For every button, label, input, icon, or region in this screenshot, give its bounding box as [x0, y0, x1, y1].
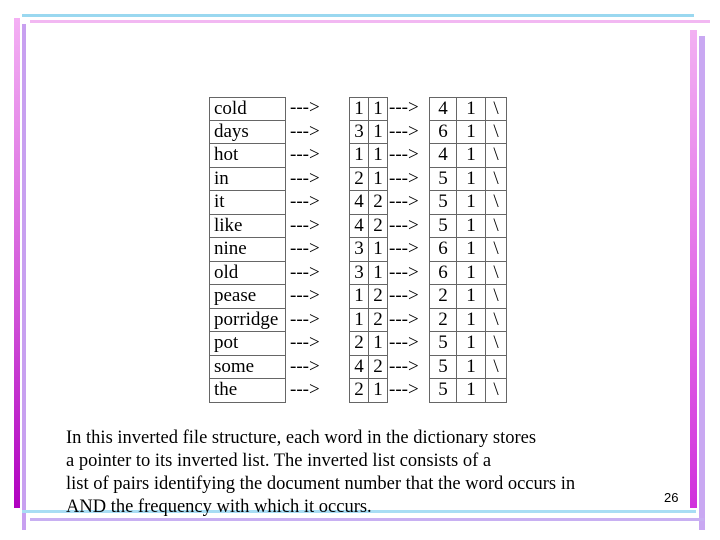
second-doc-number: 5: [429, 356, 457, 380]
table-row: [209, 97, 509, 121]
list-terminator: \: [485, 238, 507, 262]
first-frequency: 1: [368, 238, 388, 262]
list-arrow: --->: [389, 308, 419, 330]
first-frequency: 1: [368, 97, 388, 121]
second-frequency: 1: [456, 215, 486, 239]
list-arrow: --->: [389, 214, 419, 236]
second-doc-number: 6: [429, 262, 457, 286]
second-frequency: 1: [456, 144, 486, 168]
pointer-arrow: --->: [290, 97, 320, 118]
first-frequency: 1: [368, 144, 388, 168]
table-row: [209, 332, 509, 356]
table-row: [209, 121, 509, 145]
first-doc-number: 3: [349, 262, 369, 286]
dictionary-word: days: [209, 121, 286, 145]
second-doc-number: 6: [429, 238, 457, 262]
dictionary-word: pot: [209, 332, 286, 356]
first-doc-number: 3: [349, 121, 369, 145]
top-rule: [22, 14, 694, 17]
pointer-arrow: --->: [290, 191, 320, 212]
table-row: [209, 238, 509, 262]
second-frequency: 1: [456, 168, 486, 192]
dictionary-word: cold: [209, 97, 286, 121]
pointer-arrow: --->: [290, 379, 320, 400]
list-terminator: \: [485, 379, 507, 403]
first-doc-number: 2: [349, 168, 369, 192]
pointer-arrow: --->: [290, 261, 320, 283]
top-rule-secondary: [30, 20, 710, 23]
second-frequency: 1: [456, 356, 486, 380]
list-terminator: \: [485, 144, 507, 168]
pointer-arrow: --->: [290, 120, 320, 142]
pointer-arrow: --->: [290, 332, 320, 353]
second-frequency: 1: [456, 309, 486, 333]
first-doc-number: 1: [349, 97, 369, 121]
list-terminator: \: [485, 332, 507, 356]
dictionary-word: nine: [209, 238, 286, 262]
first-doc-number: 1: [349, 285, 369, 309]
dictionary-word: hot: [209, 144, 286, 168]
list-arrow: --->: [389, 120, 419, 142]
list-terminator: \: [485, 262, 507, 286]
first-doc-number: 4: [349, 356, 369, 380]
first-doc-number: 1: [349, 144, 369, 168]
list-arrow: --->: [389, 238, 419, 259]
first-frequency: 2: [368, 191, 388, 215]
dictionary-word: old: [209, 262, 286, 286]
second-frequency: 1: [456, 191, 486, 215]
first-frequency: 1: [368, 121, 388, 145]
second-frequency: 1: [456, 379, 486, 403]
first-frequency: 1: [368, 332, 388, 356]
description-line: a pointer to its inverted list. The inverted list consists of a: [66, 451, 492, 471]
second-doc-number: 5: [429, 215, 457, 239]
second-doc-number: 2: [429, 309, 457, 333]
description-line: AND the frequency with which it occurs.: [66, 497, 372, 517]
list-terminator: \: [485, 191, 507, 215]
slide-description: [66, 427, 666, 519]
pointer-arrow: --->: [290, 355, 320, 377]
list-terminator: \: [485, 356, 507, 380]
dictionary-word: pease: [209, 285, 286, 309]
pointer-arrow: --->: [290, 214, 320, 236]
description-line: In this inverted file structure, each word in the dictionary stores: [66, 428, 537, 448]
table-row: [209, 309, 509, 333]
table-row: [209, 191, 509, 215]
second-doc-number: 2: [429, 285, 457, 309]
second-doc-number: 4: [429, 144, 457, 168]
first-frequency: 2: [368, 309, 388, 333]
table-row: [209, 356, 509, 380]
first-doc-number: 4: [349, 215, 369, 239]
first-doc-number: 1: [349, 309, 369, 333]
list-arrow: --->: [389, 167, 419, 189]
list-arrow: --->: [389, 355, 419, 377]
first-frequency: 1: [368, 379, 388, 403]
description-line: list of pairs identifying the document number that the word occurs in: [66, 474, 576, 494]
list-arrow: --->: [389, 332, 419, 353]
list-arrow: --->: [389, 191, 419, 212]
second-frequency: 1: [456, 97, 486, 121]
first-doc-number: 3: [349, 238, 369, 262]
first-frequency: 2: [368, 356, 388, 380]
second-doc-number: 5: [429, 168, 457, 192]
first-frequency: 1: [368, 262, 388, 286]
list-arrow: --->: [389, 144, 419, 165]
pointer-arrow: --->: [290, 308, 320, 330]
second-doc-number: 6: [429, 121, 457, 145]
pointer-arrow: --->: [290, 144, 320, 165]
left-accent-bar-secondary: [22, 24, 26, 530]
pointer-arrow: --->: [290, 167, 320, 189]
first-frequency: 2: [368, 285, 388, 309]
second-frequency: 1: [456, 285, 486, 309]
dictionary-word: porridge: [209, 309, 286, 333]
page-number: 26: [664, 490, 679, 505]
second-doc-number: 5: [429, 332, 457, 356]
pointer-arrow: --->: [290, 285, 320, 306]
second-frequency: 1: [456, 262, 486, 286]
second-doc-number: 5: [429, 191, 457, 215]
first-doc-number: 2: [349, 332, 369, 356]
second-frequency: 1: [456, 332, 486, 356]
list-arrow: --->: [389, 379, 419, 400]
table-row: [209, 379, 509, 403]
list-terminator: \: [485, 215, 507, 239]
dictionary-word: like: [209, 215, 286, 239]
list-terminator: \: [485, 309, 507, 333]
dictionary-word: it: [209, 191, 286, 215]
left-accent-bar: [14, 18, 20, 508]
first-frequency: 1: [368, 168, 388, 192]
first-doc-number: 2: [349, 379, 369, 403]
dictionary-word: in: [209, 168, 286, 192]
table-row: [209, 262, 509, 286]
second-frequency: 1: [456, 238, 486, 262]
list-terminator: \: [485, 168, 507, 192]
list-arrow: --->: [389, 261, 419, 283]
table-row: [209, 168, 509, 192]
list-arrow: --->: [389, 285, 419, 306]
list-terminator: \: [485, 285, 507, 309]
table-row: [209, 215, 509, 239]
list-terminator: \: [485, 97, 507, 121]
right-accent-bar: [690, 30, 697, 508]
table-row: [209, 285, 509, 309]
list-terminator: \: [485, 121, 507, 145]
second-doc-number: 4: [429, 97, 457, 121]
first-doc-number: 4: [349, 191, 369, 215]
pointer-arrow: --->: [290, 238, 320, 259]
second-frequency: 1: [456, 121, 486, 145]
right-accent-bar-secondary: [699, 36, 705, 530]
table-row: [209, 144, 509, 168]
second-doc-number: 5: [429, 379, 457, 403]
list-arrow: --->: [389, 97, 419, 118]
first-frequency: 2: [368, 215, 388, 239]
dictionary-word: some: [209, 356, 286, 380]
dictionary-word: the: [209, 379, 286, 403]
